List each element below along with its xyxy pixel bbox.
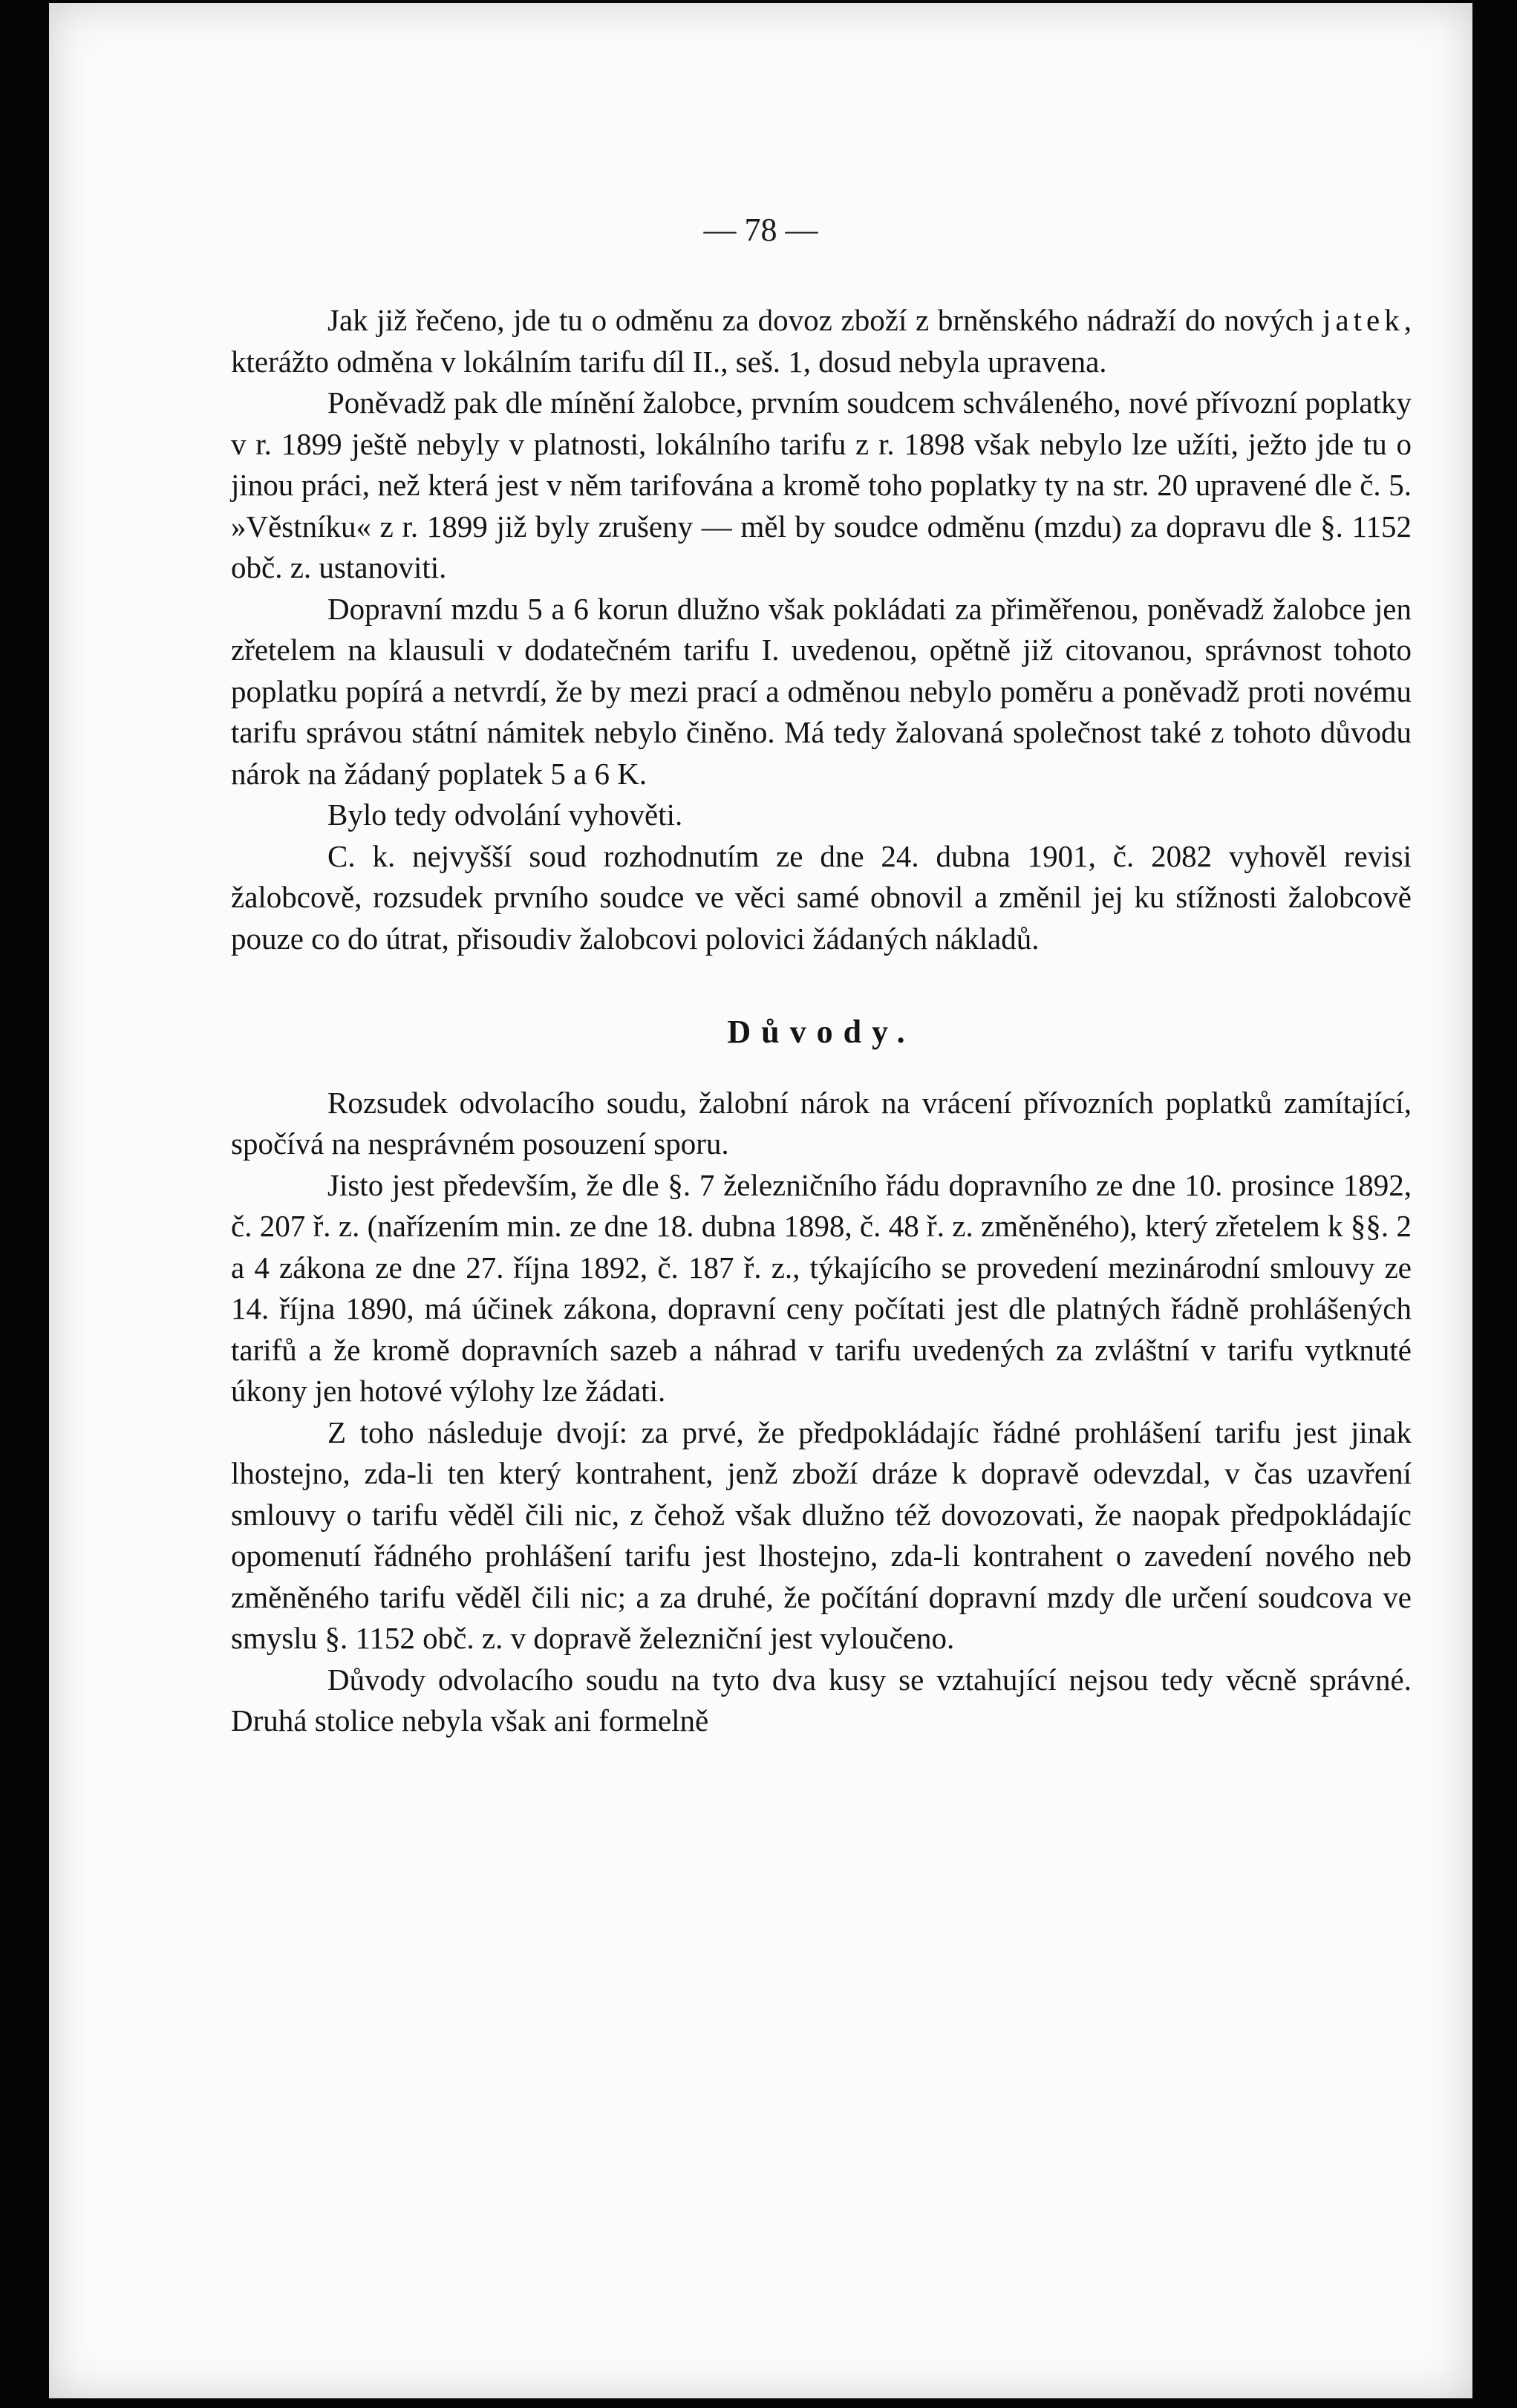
paragraph: Poněvadž pak dle mínění žalobce, prvním soudcem schváleného, nové přívozní poplatky v r. 1899 ještě nebyly v platnosti, lokálního tarifu z r. 1898 však nebylo lze užíti, ježto jde tu o jinou práci, než která jest v něm tarifována a kromě toho poplatky ty na str. 20 upravené dle č. 5. »Věstníku« z r. 1899 již byly zrušeny — měl by soudce odměnu (mzdu) za dopravu dle §. 1152 obč. z. ustanoviti. xyxy=(231,385,1412,584)
paragraph-text: , kterážto odměna v lokálním tarifu díl II., seš. 1, dosud nebyla upravena. xyxy=(231,303,1412,379)
document-page xyxy=(49,3,1472,2398)
paragraph: Bylo tedy odvolání vyhověti. xyxy=(327,797,683,832)
emphasized-word: jatek xyxy=(1322,303,1404,337)
paragraph: Dopravní mzdu 5 a 6 korun dlužno však pokládati za přiměřenou, poněvadž žalobce jen zřetelem na klausuli v dodatečném tarifu I. uvedenou, opětně již citovanou, správnost tohoto poplatku popírá a netvrdí, že by mezi prací a odměnou nebylo poměru a poněvadž proti novému tarifu správou státní námitek nebylo činěno. Má tedy žalovaná společnost také z tohoto důvodu nárok na žádaný poplatek 5 a 6 K. xyxy=(231,591,1412,791)
section-heading: Důvody. xyxy=(727,1014,916,1050)
page-number: — 78 — xyxy=(703,212,818,248)
paragraph-text: Jak již řečeno, jde tu o odměnu za dovoz zboží z brněnského nádraží do nových xyxy=(327,303,1323,337)
paragraph: C. k. nejvyšší soud rozhodnutím ze dne 24. dubna 1901, č. 2082 vyhověl revisi žalobcově, rozsudek prvního soudce ve věci samé obnovil a změnil jej ku stížnosti žalobcově pouze co do útrat, přisoudiv žalobcovi polovici žádaných nákladů. xyxy=(231,838,1412,956)
body-text xyxy=(231,300,1412,1742)
paragraph: Rozsudek odvolacího soudu, žalobní nárok na vrácení přívozních poplatků zamítající, spočívá na nesprávném posouzení sporu. xyxy=(231,1085,1412,1161)
paragraph: Z toho následuje dvojí: za prvé, že předpokládajíc řádné prohlášení tarifu jest jinak lhostejno, zda-li ten který kontrahent, jenž zboží dráze k dopravě odevzdal, v čas uzavření smlouvy o tarifu věděl čili nic, z čehož však dlužno též dovozovati, že naopak předpokládajíc opomenutí řádného prohlášení tarifu jest lhostejno, zda-li kontrahent o zavedení nového neb změněného tarifu věděl čili nic; a za druhé, že počítání dopravní mzdy dle určení soudcova ve smyslu §. 1152 obč. z. v dopravě železniční jest vyloučeno. xyxy=(231,1415,1412,1655)
paragraph: Jisto jest především, že dle §. 7 železničního řádu dopravního ze dne 10. prosince 1892, č. 207 ř. z. (nařízením min. ze dne 18. dubna 1898, č. 48 ř. z. změněného), který zřetelem k §§. 2 a 4 zákona ze dne 27. října 1892, č. 187 ř. z., týkajícího se provedení mezinárodní smlouvy ze 14. října 1890, má účinek zákona, dopravní ceny počítati jest dle platných řádně prohlášených tarifů a že kromě dopravních sazeb a náhrad v tarifu uvedených za zvláštní v tarifu vytknuté úkony jen hotové výlohy lze žádati. xyxy=(231,1167,1412,1408)
paragraph xyxy=(231,300,1412,382)
paragraph: Důvody odvolacího soudu na tyto dva kusy se vztahující nejsou tedy věcně správné. Druhá stolice nebyla však ani formelně xyxy=(231,1662,1412,1738)
